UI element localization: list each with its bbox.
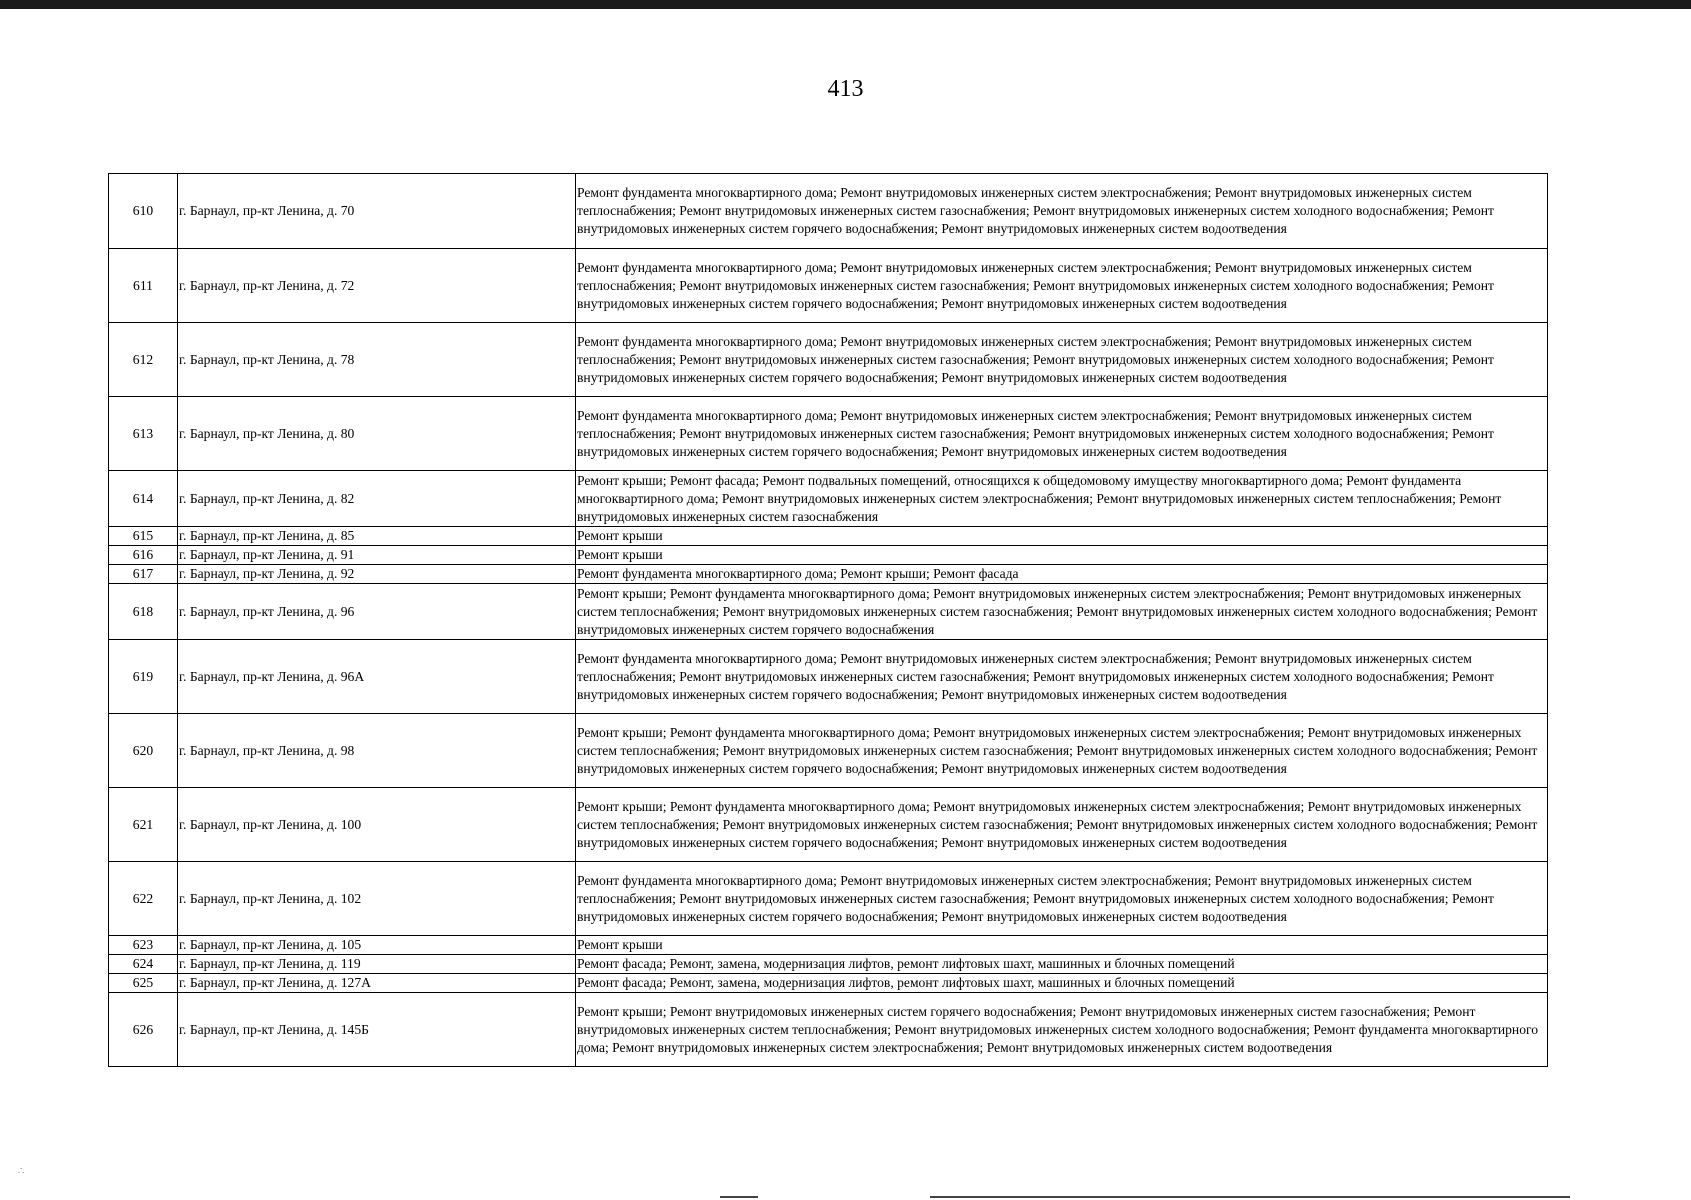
address-cell: г. Барнаул, пр-кт Ленина, д. 127А <box>178 974 576 993</box>
row-number: 610 <box>109 174 178 249</box>
table-row <box>109 788 1548 862</box>
row-number: 612 <box>109 323 178 397</box>
works-cell: Ремонт крыши <box>576 546 1548 565</box>
works-cell: Ремонт фасада; Ремонт, замена, модернизация лифтов, ремонт лифтовых шахт, машинных и блочных помещений <box>576 955 1548 974</box>
scan-top-border <box>0 0 1691 9</box>
works-cell: Ремонт крыши <box>576 936 1548 955</box>
row-number: 620 <box>109 714 178 788</box>
row-number: 614 <box>109 471 178 527</box>
scan-artifact-line <box>930 1196 1570 1198</box>
address-cell: г. Барнаул, пр-кт Ленина, д. 105 <box>178 936 576 955</box>
works-cell: Ремонт крыши; Ремонт фундамента многоквартирного дома; Ремонт внутридомовых инженерных систем электроснабжения; Ремонт внутридомовых инженерных систем теплоснабжения; Ремонт внутридомовых инженерных систем газоснабжения; Ремонт внутридомовых инженерных систем холодного водоснабжения; Ремонт внутридомовых инженерных систем горячего водоснабжения <box>576 584 1548 640</box>
table-row <box>109 993 1548 1067</box>
row-number: 621 <box>109 788 178 862</box>
address-cell: г. Барнаул, пр-кт Ленина, д. 72 <box>178 249 576 323</box>
row-number: 626 <box>109 993 178 1067</box>
address-cell: г. Барнаул, пр-кт Ленина, д. 98 <box>178 714 576 788</box>
address-cell: г. Барнаул, пр-кт Ленина, д. 102 <box>178 862 576 936</box>
works-cell: Ремонт фундамента многоквартирного дома; Ремонт внутридомовых инженерных систем электроснабжения; Ремонт внутридомовых инженерных систем теплоснабжения; Ремонт внутридомовых инженерных систем газоснабжения; Ремонт внутридомовых инженерных систем холодного водоснабжения; Ремонт внутридомовых инженерных систем горячего водоснабжения; Ремонт внутридомовых инженерных систем водоотведения <box>576 323 1548 397</box>
table-row <box>109 527 1548 546</box>
address-cell: г. Барнаул, пр-кт Ленина, д. 91 <box>178 546 576 565</box>
row-number: 623 <box>109 936 178 955</box>
table-row <box>109 584 1548 640</box>
works-cell: Ремонт крыши; Ремонт внутридомовых инженерных систем горячего водоснабжения; Ремонт внутридомовых инженерных систем газоснабжения; Ремонт внутридомовых инженерных систем теплоснабжения; Ремонт внутридомовых инженерных систем холодного водоснабжения; Ремонт фундамента многоквартирного дома; Ремонт внутридомовых инженерных систем электроснабжения; Ремонт внутридомовых инженерных систем водоотведения <box>576 993 1548 1067</box>
works-cell: Ремонт фундамента многоквартирного дома; Ремонт крыши; Ремонт фасада <box>576 565 1548 584</box>
works-cell: Ремонт фундамента многоквартирного дома; Ремонт внутридомовых инженерных систем электроснабжения; Ремонт внутридомовых инженерных систем теплоснабжения; Ремонт внутридомовых инженерных систем газоснабжения; Ремонт внутридомовых инженерных систем холодного водоснабжения; Ремонт внутридомовых инженерных систем горячего водоснабжения; Ремонт внутридомовых инженерных систем водоотведения <box>576 397 1548 471</box>
table-row <box>109 936 1548 955</box>
works-cell: Ремонт фасада; Ремонт, замена, модернизация лифтов, ремонт лифтовых шахт, машинных и блочных помещений <box>576 974 1548 993</box>
row-number: 625 <box>109 974 178 993</box>
table-row <box>109 565 1548 584</box>
row-number: 615 <box>109 527 178 546</box>
address-cell: г. Барнаул, пр-кт Ленина, д. 100 <box>178 788 576 862</box>
page-number: 413 <box>827 76 864 102</box>
works-cell: Ремонт фундамента многоквартирного дома; Ремонт внутридомовых инженерных систем электроснабжения; Ремонт внутридомовых инженерных систем теплоснабжения; Ремонт внутридомовых инженерных систем газоснабжения; Ремонт внутридомовых инженерных систем холодного водоснабжения; Ремонт внутридомовых инженерных систем горячего водоснабжения; Ремонт внутридомовых инженерных систем водоотведения <box>576 174 1548 249</box>
table-row <box>109 955 1548 974</box>
address-cell: г. Барнаул, пр-кт Ленина, д. 92 <box>178 565 576 584</box>
works-cell: Ремонт крыши; Ремонт фасада; Ремонт подвальных помещений, относящихся к общедомовому имуществу многоквартирного дома; Ремонт фундамента многоквартирного дома; Ремонт внутридомовых инженерных систем электроснабжения; Ремонт внутридомовых инженерных систем теплоснабжения; Ремонт внутридомовых инженерных систем газоснабжения <box>576 471 1548 527</box>
address-cell: г. Барнаул, пр-кт Ленина, д. 145Б <box>178 993 576 1067</box>
table-row <box>109 471 1548 527</box>
works-cell: Ремонт крыши; Ремонт фундамента многоквартирного дома; Ремонт внутридомовых инженерных систем электроснабжения; Ремонт внутридомовых инженерных систем теплоснабжения; Ремонт внутридомовых инженерных систем газоснабжения; Ремонт внутридомовых инженерных систем холодного водоснабжения; Ремонт внутридомовых инженерных систем горячего водоснабжения; Ремонт внутридомовых инженерных систем водоотведения <box>576 788 1548 862</box>
table-row <box>109 397 1548 471</box>
table-row <box>109 974 1548 993</box>
address-cell: г. Барнаул, пр-кт Ленина, д. 96 <box>178 584 576 640</box>
address-cell: г. Барнаул, пр-кт Ленина, д. 85 <box>178 527 576 546</box>
works-cell: Ремонт крыши <box>576 527 1548 546</box>
table-row <box>109 862 1548 936</box>
works-cell: Ремонт крыши; Ремонт фундамента многоквартирного дома; Ремонт внутридомовых инженерных систем электроснабжения; Ремонт внутридомовых инженерных систем теплоснабжения; Ремонт внутридомовых инженерных систем газоснабжения; Ремонт внутридомовых инженерных систем холодного водоснабжения; Ремонт внутридомовых инженерных систем горячего водоснабжения; Ремонт внутридомовых инженерных систем водоотведения <box>576 714 1548 788</box>
row-number: 617 <box>109 565 178 584</box>
row-number: 611 <box>109 249 178 323</box>
repair-works-table <box>108 173 1548 1067</box>
row-number: 619 <box>109 640 178 714</box>
address-cell: г. Барнаул, пр-кт Ленина, д. 70 <box>178 174 576 249</box>
row-number: 624 <box>109 955 178 974</box>
address-cell: г. Барнаул, пр-кт Ленина, д. 78 <box>178 323 576 397</box>
address-cell: г. Барнаул, пр-кт Ленина, д. 82 <box>178 471 576 527</box>
scan-speck: ∴ <box>18 1166 25 1177</box>
table-row <box>109 174 1548 249</box>
table-body <box>109 174 1548 1067</box>
table-row <box>109 714 1548 788</box>
works-cell: Ремонт фундамента многоквартирного дома; Ремонт внутридомовых инженерных систем электроснабжения; Ремонт внутридомовых инженерных систем теплоснабжения; Ремонт внутридомовых инженерных систем газоснабжения; Ремонт внутридомовых инженерных систем холодного водоснабжения; Ремонт внутридомовых инженерных систем горячего водоснабжения; Ремонт внутридомовых инженерных систем водоотведения <box>576 640 1548 714</box>
row-number: 616 <box>109 546 178 565</box>
works-cell: Ремонт фундамента многоквартирного дома; Ремонт внутридомовых инженерных систем электроснабжения; Ремонт внутридомовых инженерных систем теплоснабжения; Ремонт внутридомовых инженерных систем газоснабжения; Ремонт внутридомовых инженерных систем холодного водоснабжения; Ремонт внутридомовых инженерных систем горячего водоснабжения; Ремонт внутридомовых инженерных систем водоотведения <box>576 862 1548 936</box>
table-row <box>109 249 1548 323</box>
address-cell: г. Барнаул, пр-кт Ленина, д. 96А <box>178 640 576 714</box>
row-number: 618 <box>109 584 178 640</box>
row-number: 613 <box>109 397 178 471</box>
table-row <box>109 546 1548 565</box>
address-cell: г. Барнаул, пр-кт Ленина, д. 119 <box>178 955 576 974</box>
row-number: 622 <box>109 862 178 936</box>
scan-artifact-line <box>720 1196 758 1198</box>
address-cell: г. Барнаул, пр-кт Ленина, д. 80 <box>178 397 576 471</box>
table-row <box>109 640 1548 714</box>
works-cell: Ремонт фундамента многоквартирного дома; Ремонт внутридомовых инженерных систем электроснабжения; Ремонт внутридомовых инженерных систем теплоснабжения; Ремонт внутридомовых инженерных систем газоснабжения; Ремонт внутридомовых инженерных систем холодного водоснабжения; Ремонт внутридомовых инженерных систем горячего водоснабжения; Ремонт внутридомовых инженерных систем водоотведения <box>576 249 1548 323</box>
table-row <box>109 323 1548 397</box>
